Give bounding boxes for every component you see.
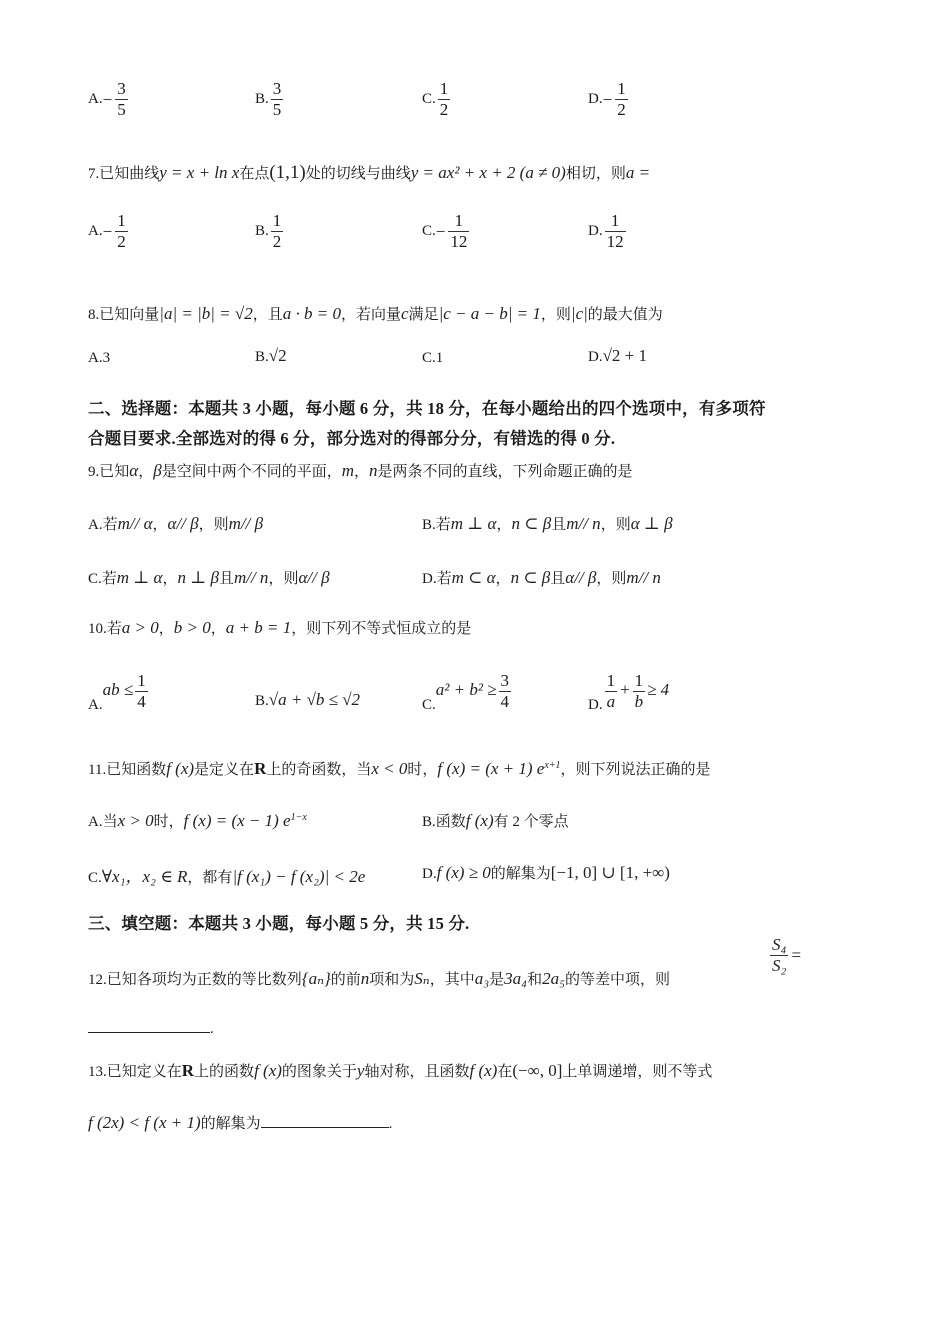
minus-sign: − [102,221,113,241]
q8-text: ，且 [252,307,283,323]
q13-text: 13.已知定义在 [88,1064,182,1080]
denominator: a [606,692,616,711]
q7-text: 在点 [239,166,270,182]
term: 3a₄ [504,969,528,988]
option-expression: √a + √b ≤ √2 [268,690,361,709]
line-n: n [369,461,378,480]
q7-option-c [422,212,471,251]
exponent: 1−x [290,812,307,823]
option-label: C. [422,222,436,239]
q10-option-c [422,672,513,714]
condition: a > 0 [121,618,159,637]
sep: ， [210,621,226,637]
sep: ， [152,517,168,533]
q10-option-b [255,690,360,710]
q9-option-d [422,567,661,588]
denominator: S₂ [772,956,787,975]
option-label: C. [422,90,436,107]
q13-line2 [88,1112,392,1133]
sequence: {aₙ} [301,969,331,988]
function-f: f (x) [254,1061,282,1080]
q12-text: 是 [489,972,505,988]
option-label: A. [88,222,103,239]
option-expression: ab ≤ [102,679,134,699]
denominator: 2 [117,232,126,251]
condition-expression: |c − a − b| = 1 [438,304,541,323]
option-label: B.若 [422,517,451,533]
q13-text: 在 [497,1064,513,1080]
denominator: 5 [272,100,282,119]
q11-option-c [88,862,365,887]
q12-answer-line [88,1018,214,1038]
q11-option-a [88,810,307,831]
denominator: 2 [617,100,626,119]
q11-text: 上的奇函数，当 [266,762,372,778]
q8-text: 的最大值为 [587,307,663,323]
q7-option-a [88,212,130,251]
sep: ， [162,571,178,587]
denominator: 12 [606,232,624,251]
term: a₃ [474,969,490,988]
fraction [499,672,512,711]
fraction [633,672,646,711]
var-n: n [360,969,370,988]
fraction [605,672,618,711]
q9-text: 9.已知 [88,464,130,480]
curve-equation: y = ax² + x + 2 (a ≠ 0) [410,163,566,182]
line-m: m [341,461,354,480]
function-f: f (x) [166,759,195,778]
condition-expression: |a| = |b| = √2 [159,304,253,323]
period: . [388,1116,393,1132]
option-value: √2 + 1 [602,346,648,365]
fraction [115,80,128,119]
numerator: 1 [606,671,616,690]
q6-option-c [422,80,452,119]
option-label: A. [88,90,103,107]
q9-text: 是两条不同的直线，下列命题正确的是 [377,464,633,480]
q8-option-c: C.1 [422,350,444,366]
relation: n ⊂ β [511,514,552,533]
relation: m ⊥ α [116,568,163,587]
condition-expression: a · b = 0 [282,304,341,323]
q13-text: 上单调递增，则不等式 [562,1064,713,1080]
interval: (−∞, 0] [512,1061,563,1080]
option-label: D. [588,696,603,713]
condition: x > 0 [117,811,154,830]
fraction [115,212,128,251]
q8-stem [88,303,663,324]
numerator: 1 [439,79,449,98]
relation: m ⊥ α [450,514,497,533]
numerator: 1 [454,211,464,230]
option-label: D. [588,349,603,365]
denominator: 4 [500,692,510,711]
minus-sign: − [102,89,113,109]
option-text: 有 2 个零点 [493,814,569,830]
term: 2a₅ [542,969,565,988]
denominator: 2 [439,100,449,119]
quantifier: ∀x₁， [101,867,143,886]
relation: m// α [117,514,153,533]
option-value: √2 [268,346,287,365]
curve-equation: y = x + ln x [159,163,240,182]
sep: ，则 [268,571,299,587]
option-label: C.若 [88,571,117,587]
q11-text: 时， [407,762,438,778]
vector-c: c [401,304,409,323]
real-set: R [254,759,267,778]
option-label: A.当 [88,814,118,830]
q8-text: ，则 [540,307,571,323]
q7-text: 7.已知曲线 [88,166,160,182]
sep: 且 [551,517,567,533]
denominator: 5 [117,100,126,119]
q7-option-d [588,212,628,251]
option-text: 的解集为 [490,866,551,882]
q13-text: 上的函数 [194,1064,255,1080]
sep: ，则 [600,517,631,533]
denominator: b [634,692,644,711]
option-label: C. [422,696,436,713]
option-label: C. [88,870,102,886]
relation: m// n [233,568,269,587]
fraction [770,936,788,975]
answer-blank[interactable] [88,1018,210,1033]
relation: m// n [626,568,661,587]
q11-stem [88,758,711,779]
inequality: f (2x) < f (x + 1) [88,1113,201,1132]
sep: 且 [218,571,234,587]
relation: m// n [566,514,601,533]
inequality: |f (x₁) − f (x₂)| < 2e [232,867,366,886]
q12-stem [88,968,670,989]
sep: ，则 [198,517,229,533]
sum-sn: Sₙ [414,969,430,988]
q12-text: 的等差中项，则 [565,972,671,988]
option-label: A.若 [88,517,118,533]
option-label: B.函数 [422,814,466,830]
numerator: 1 [610,211,620,230]
sep: 且 [550,571,566,587]
q9-option-a [88,513,263,534]
fraction [605,212,626,251]
section2-line2: 合题目要求.全部选对的得 6 分，部分选对的得部分分，有错选的得 0 分. [88,429,616,448]
denominator: 12 [450,232,468,251]
q12-text: 和 [527,972,543,988]
function-f: f (x) [469,1061,498,1080]
q11-option-b [422,810,569,831]
relation: n ⊥ β [177,568,219,587]
section3-title: 三、填空题：本题共 3 小题，每小题 5 分，共 15 分. [88,914,470,933]
fraction [271,212,284,251]
relation: α ⊥ β [630,514,673,533]
q8-option-b [255,346,287,366]
q6-option-b [255,80,285,119]
period: . [210,1021,214,1037]
q10-text: 10.若 [88,621,122,637]
sep: ，则 [596,571,627,587]
q12-text: ，其中 [429,972,475,988]
option-label: A. [88,696,103,713]
denominator: 4 [137,692,146,711]
numerator: 1 [634,671,644,690]
q8-text: 满足 [408,307,439,323]
plane-alpha: α [129,461,139,480]
fraction [271,80,284,119]
ask-expression: a = [625,163,651,182]
q12-text: 的前 [330,972,361,988]
option-expression: a² + b² ≥ [435,679,497,699]
q6-option-d [588,80,630,119]
q8-text: ，若向量 [340,307,401,323]
norm-expression: |c| [570,304,588,323]
q11-text: 是定义在 [194,762,255,778]
q10-option-d [588,672,669,714]
numerator: 1 [117,211,126,230]
numerator: 1 [617,79,626,98]
function-definition: f (x) = (x + 1) e [437,759,545,778]
q12-ratio [768,936,802,975]
numerator: 1 [272,211,282,230]
sep: 时， [153,814,184,830]
q11-text: 11.已知函数 [88,762,167,778]
exponent: x+1 [544,760,561,771]
option-label: D. [588,222,603,239]
option-label: B. [255,222,269,239]
q10-stem [88,617,471,638]
relation: α// β [298,568,330,587]
minus-sign: − [602,89,613,109]
q7-option-b [255,212,285,251]
q8-option-a: A.3 [88,350,111,366]
function-definition: f (x) = (x − 1) e [183,811,291,830]
sep: ， [158,621,174,637]
q9-text: ， [138,464,154,480]
numerator: 3 [117,79,126,98]
section2-line1: 二、选择题：本题共 3 小题，每小题 6 分，共 18 分，在每小题给出的四个选项中，有多项符 [88,399,766,418]
plus-sign: + [619,679,631,699]
q8-text: 8.已知向量 [88,307,160,323]
q9-option-c [88,567,330,588]
option-label: D.若 [422,571,452,587]
q8-option-d [588,346,647,366]
minus-sign: − [435,221,446,241]
function-f: f (x) [465,811,494,830]
q12-text: 12.已知各项均为正数的等比数列 [88,972,302,988]
option-label: B. [255,90,269,107]
q9-text: ， [353,464,369,480]
point: (1,1) [269,162,306,183]
real-set: R [181,1061,195,1080]
q12-text: 项和为 [369,972,415,988]
q13-text: 的解集为 [200,1116,261,1132]
relation: α// β [167,514,199,533]
fraction [448,212,469,251]
condition: x < 0 [371,759,408,778]
membership: x₂ ∈ R [142,867,188,886]
q9-option-b [422,513,673,534]
q11-text: ，则下列说法正确的是 [560,762,711,778]
sep: ， [495,571,511,587]
sep: ， [496,517,512,533]
relation: n ⊂ β [510,568,551,587]
q6-option-a [88,80,130,119]
q7-text: 相切，则 [565,166,626,182]
numerator: S₄ [772,935,787,954]
q10-option-a [88,672,150,714]
var-y: y [356,1061,365,1080]
relation: m ⊂ α [451,568,496,587]
q7-stem [88,162,650,184]
numerator: 1 [137,671,146,690]
fraction [438,80,451,119]
inequality: f (x) ≥ 0 [436,863,491,882]
relation: α// β [565,568,597,587]
condition: a + b = 1 [225,618,292,637]
q13-text: 的图象关于 [281,1064,357,1080]
condition: b > 0 [173,618,211,637]
option-label: D. [422,866,437,882]
option-expression: ≥ 4 [647,679,670,699]
q11-option-d [422,862,670,883]
option-label: B. [255,349,269,365]
denominator: 2 [272,232,282,251]
q10-text: ，则下列不等式恒成立的是 [291,621,472,637]
q13-stem [88,1060,712,1081]
plane-beta: β [153,461,162,480]
equals-sign: = [790,945,802,965]
numerator: 3 [272,79,282,98]
q7-text: 处的切线与曲线 [305,166,411,182]
numerator: 3 [500,671,510,690]
fraction [135,672,148,711]
q9-stem [88,460,633,481]
q13-text: 轴对称，且函数 [364,1064,470,1080]
relation: m// β [228,514,264,533]
fraction [615,80,628,119]
solution-set: [−1, 0] ∪ [1, +∞) [550,863,670,882]
option-label: D. [588,90,603,107]
answer-blank[interactable] [261,1113,389,1128]
q9-text: 是空间中两个不同的平面， [161,464,342,480]
option-label: B. [255,693,269,709]
sep: ，都有 [187,870,233,886]
